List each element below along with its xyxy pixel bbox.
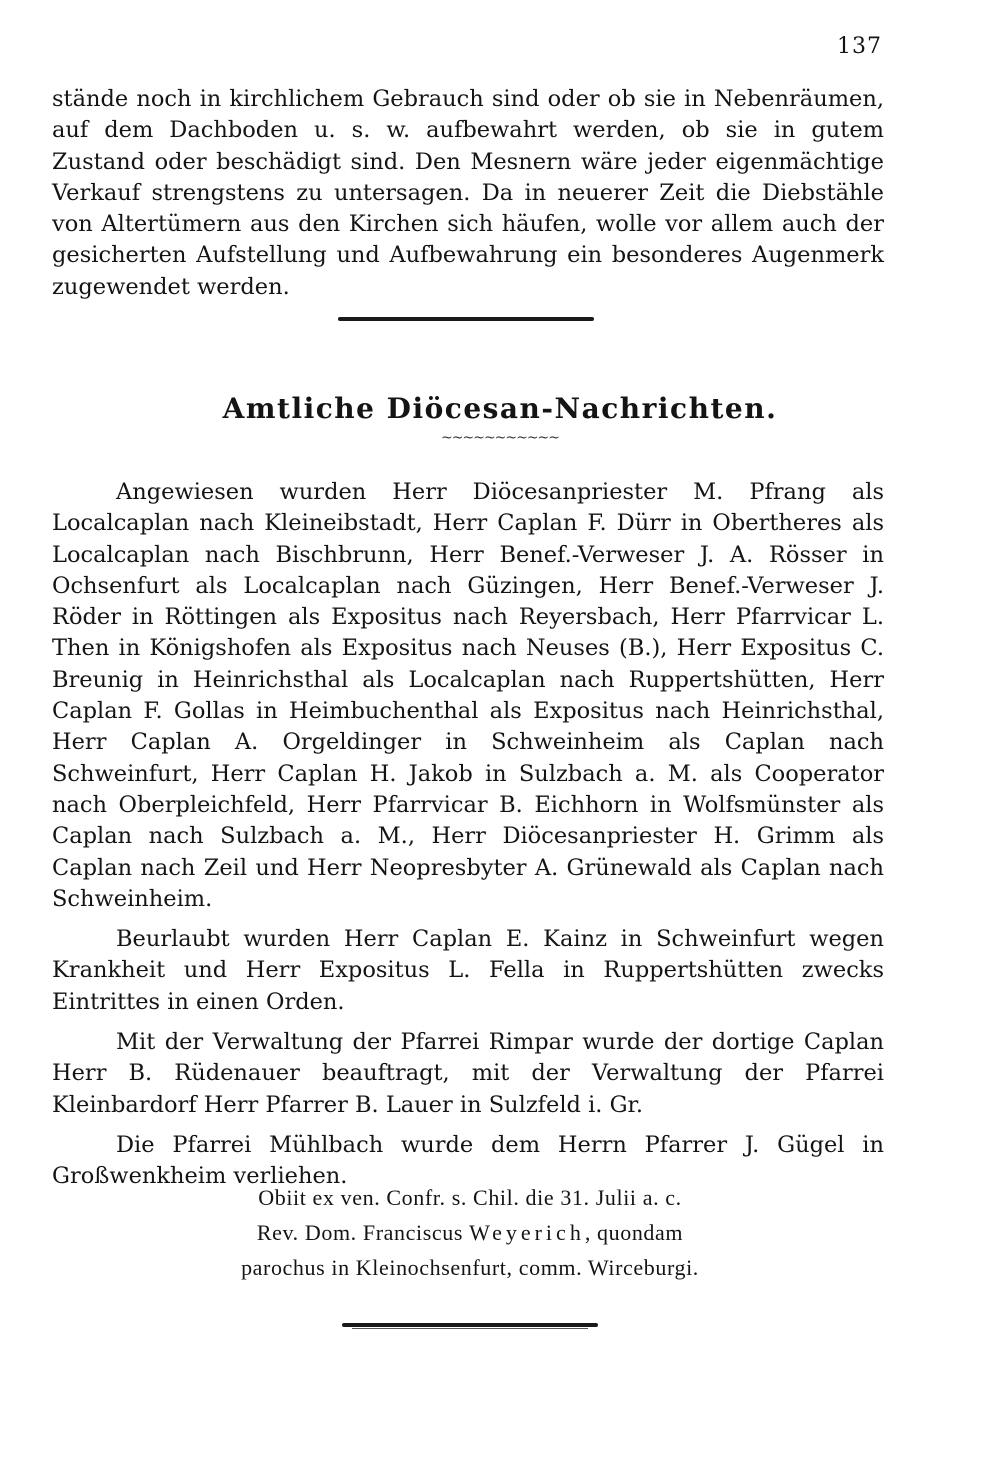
- obituary-notice: [140, 1180, 800, 1285]
- obituary-line-2-suffix: , quondam: [584, 1220, 684, 1245]
- obituary-line-2-prefix: Rev. Dom. Franciscus: [256, 1220, 470, 1245]
- paragraph-administration: Mit der Verwaltung der Pfarrei Rimpar wurde der dortige Caplan Herr B. Rüdenauer beauftragt, mit der Verwaltung der Pfarrei Kleinbardorf Herr Pfarrer B. Lauer in Sulzfeld i. Gr.: [52, 1029, 884, 1118]
- news-body: [52, 477, 884, 1202]
- heading-ornament: ~~~~~~~~~~~: [440, 430, 560, 446]
- obituary-name: Weyerich: [469, 1220, 585, 1245]
- intro-paragraph: stände noch in kirchlichem Gebrauch sind oder ob sie in Nebenräumen, auf dem Dachboden u. s. w. aufbewahrt werden, ob sie in gutem Zustand oder beschädigt sind. Den Mesnern wäre jeder eigenmächtige Verkauf strengstens zu untersagen. Da in neuerer Zeit die Diebstähle von Altertümern aus den Kirchen sich häufen, wolle vor allem auch der gesicherten Aufstellung und Aufbewahrung ein besonderes Augenmerk zugewendet werden.: [52, 86, 884, 300]
- section-heading: Amtliche Diöcesan-Nachrichten.: [222, 392, 778, 425]
- paragraph-leave: Beurlaubt wurden Herr Caplan E. Kainz in Schweinfurt wegen Krankheit und Herr Expositus L. Fella in Ruppertshütten zwecks Eintrittes in einen Orden.: [52, 926, 884, 1015]
- page-number: 137: [837, 34, 882, 59]
- section-divider-bottom: [342, 1323, 598, 1327]
- obituary-line-2: [140, 1215, 800, 1250]
- obituary-line-1: Obiit ex ven. Confr. s. Chil. die 31. Julii a. c.: [258, 1185, 682, 1210]
- section-divider-top: [338, 317, 594, 321]
- obituary-line-3: parochus in Kleinochsenfurt, comm. Wirceburgi.: [241, 1255, 699, 1280]
- paragraph-conferral: Die Pfarrei Mühlbach wurde dem Herrn Pfarrer J. Gügel in Großwenkheim verliehen.: [52, 1131, 884, 1190]
- paragraph-appointments: Angewiesen wurden Herr Diöcesanpriester M. Pfrang als Localcaplan nach Kleineibstadt, Herr Caplan F. Dürr in Obertheres als Localcaplan nach Bischbrunn, Herr Benef.-Verweser J. A. Rösser in Ochsenfurt als Localcaplan nach Güzingen, Herr Benef.-Verweser J. Röder in Röttingen als Expositus nach Reyersbach, Herr Pfarrvicar L. Then in Königshofen als Expositus nach Neuses (B.), Herr Expositus C. Breunig in Heinrichsthal als Localcaplan nach Ruppertshütten, Herr Caplan F. Gollas in Heimbuchenthal als Expositus nach Heinrichsthal, Herr Caplan A. Orgeldinger in Schweinheim als Caplan nach Schweinfurt, Herr Caplan H. Jakob in Sulzbach a. M. als Cooperator nach Oberpleichfeld, Herr Pfarrvicar B. Eichhorn in Wolfsmünster als Caplan nach Sulzbach a. M., Herr Diöcesanpriester H. Grimm als Caplan nach Zeil und Herr Neopresbyter A. Grünewald als Caplan nach Schweinheim.: [52, 479, 884, 912]
